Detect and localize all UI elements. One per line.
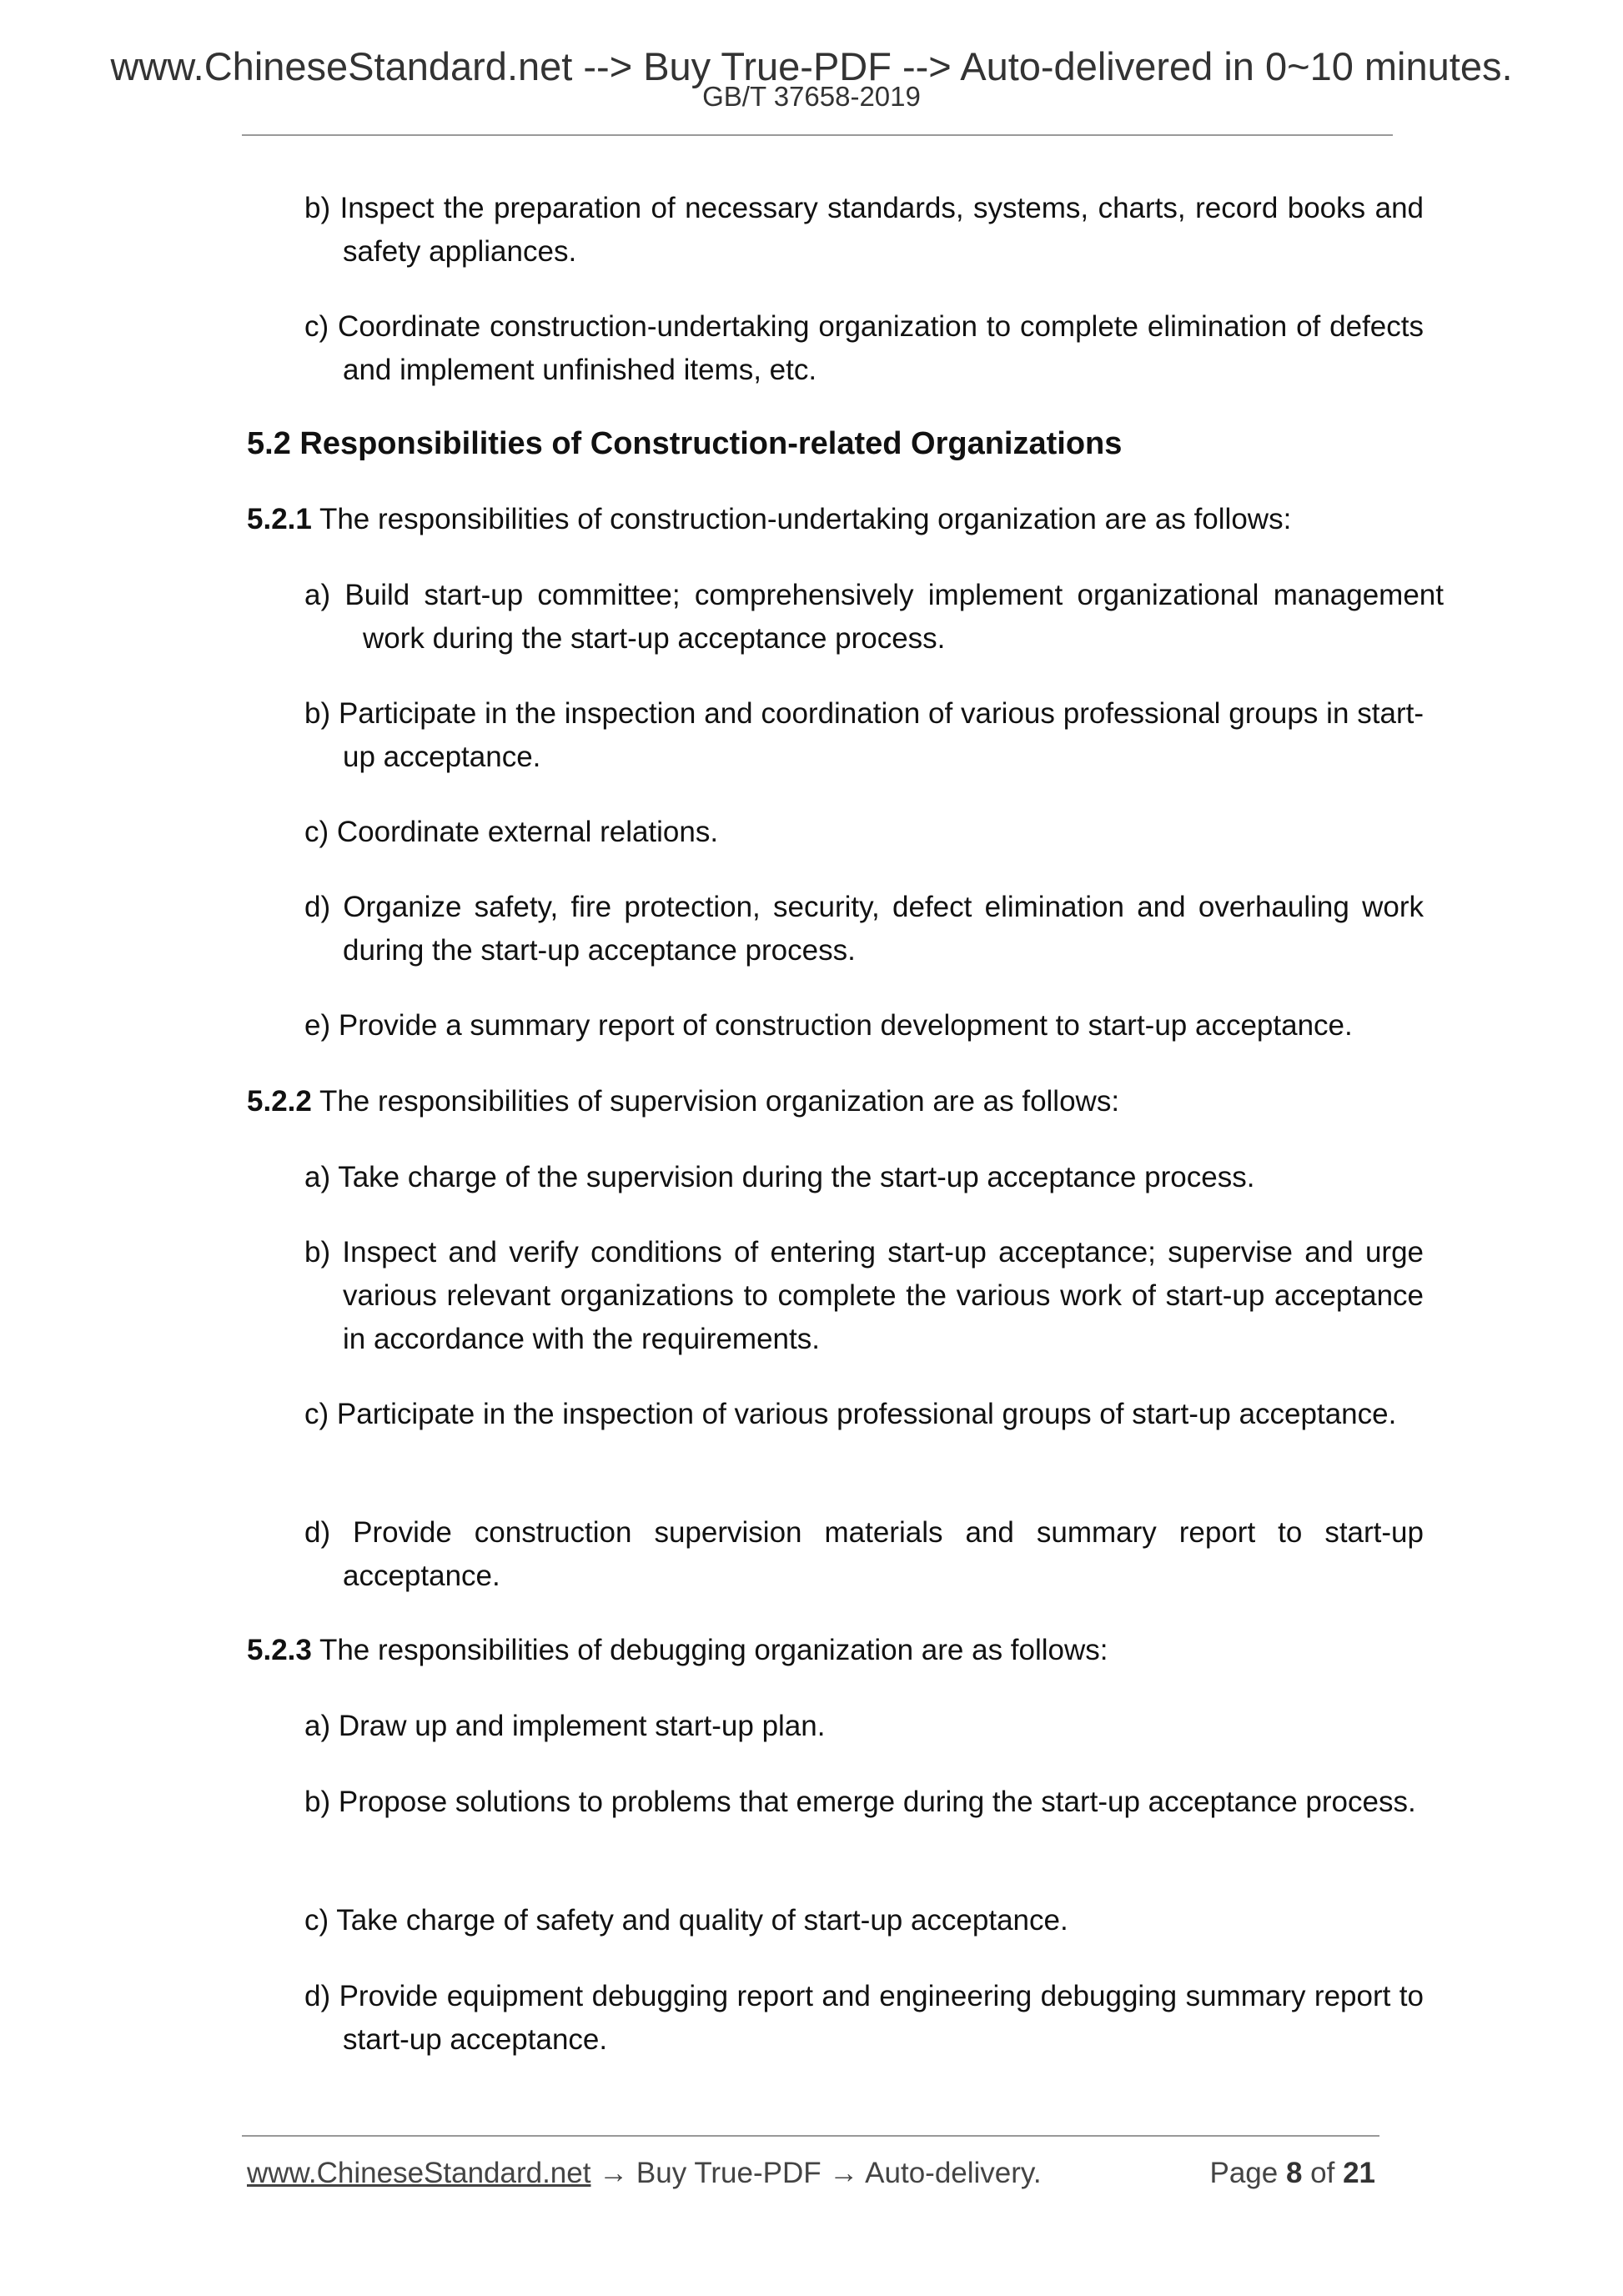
section-heading: 5.2 Responsibilities of Construction-related Organizations <box>247 426 1123 461</box>
list-item: a) Take charge of the supervision during the start-up acceptance process. <box>304 1161 1255 1193</box>
list-item: d) Provide equipment debugging report and engineering debugging summary report to start-up acceptance. <box>304 1980 1424 2056</box>
clause-number: 5.2.1 <box>247 503 312 535</box>
of-word: of <box>1302 2157 1344 2189</box>
page-current: 8 <box>1285 2157 1303 2189</box>
list-item: b) Propose solutions to problems that emerge during the start-up acceptance process. <box>304 1786 1416 1818</box>
header-divider <box>242 134 1393 136</box>
list-item: b) Inspect and verify conditions of entering start-up acceptance; supervise and urge various relevant organizations to complete the various work of start-up acceptance in accordance with the requirements. <box>304 1236 1424 1355</box>
clause-number: 5.2.2 <box>247 1085 312 1118</box>
footer-left <box>247 2155 1042 2192</box>
clause-5-2-1 <box>247 498 1386 541</box>
list-item: a) Draw up and implement start-up plan. <box>304 1710 826 1742</box>
list-item: c) Take charge of safety and quality of start-up acceptance. <box>304 1904 1068 1937</box>
list-item: b) Participate in the inspection and coordination of various professional groups in start-up acceptance. <box>304 697 1424 773</box>
page-word: Page <box>1209 2157 1286 2189</box>
list-item: c) Participate in the inspection of various professional groups of start-up acceptance. <box>304 1398 1397 1430</box>
site-banner: www.ChineseStandard.net --> Buy True-PDF --> Auto-delivered in 0~10 minutes. <box>110 44 1513 88</box>
clause-text: The responsibilities of debugging organization are as follows: <box>311 1634 1108 1666</box>
footer-divider <box>242 2135 1379 2137</box>
clause-number: 5.2.3 <box>247 1634 312 1666</box>
list-item: d) Provide construction supervision materials and summary report to start-up acceptance. <box>304 1516 1424 1592</box>
clause-text: The responsibilities of supervision organization are as follows: <box>311 1085 1120 1118</box>
list-item: a) Build start-up committee; comprehensively implement organizational management work during the start-up acceptance process. <box>304 579 1444 655</box>
list-item: e) Provide a summary report of construction development to start-up acceptance. <box>304 1009 1353 1042</box>
standard-code: GB/T 37658-2019 <box>702 81 921 112</box>
list-item: d) Organize safety, fire protection, security, defect elimination and overhauling work during the start-up acceptance process. <box>304 891 1424 967</box>
page-indicator <box>1209 2155 1375 2192</box>
list-item: c) Coordinate construction-undertaking organization to complete elimination of defects and implement unfinished items, etc. <box>304 310 1424 386</box>
list-item: b) Inspect the preparation of necessary standards, systems, charts, record books and safety appliances. <box>304 192 1424 268</box>
footer-tagline: → Buy True-PDF → Auto-delivery. <box>590 2157 1042 2189</box>
clause-5-2-2 <box>247 1080 1386 1123</box>
list-item: c) Coordinate external relations. <box>304 816 719 848</box>
clause-text: The responsibilities of construction-undertaking organization are as follows: <box>311 503 1292 535</box>
clause-5-2-3 <box>247 1629 1386 1672</box>
page-total: 21 <box>1343 2157 1375 2189</box>
footer-site-link[interactable]: www.ChineseStandard.net <box>247 2157 591 2189</box>
